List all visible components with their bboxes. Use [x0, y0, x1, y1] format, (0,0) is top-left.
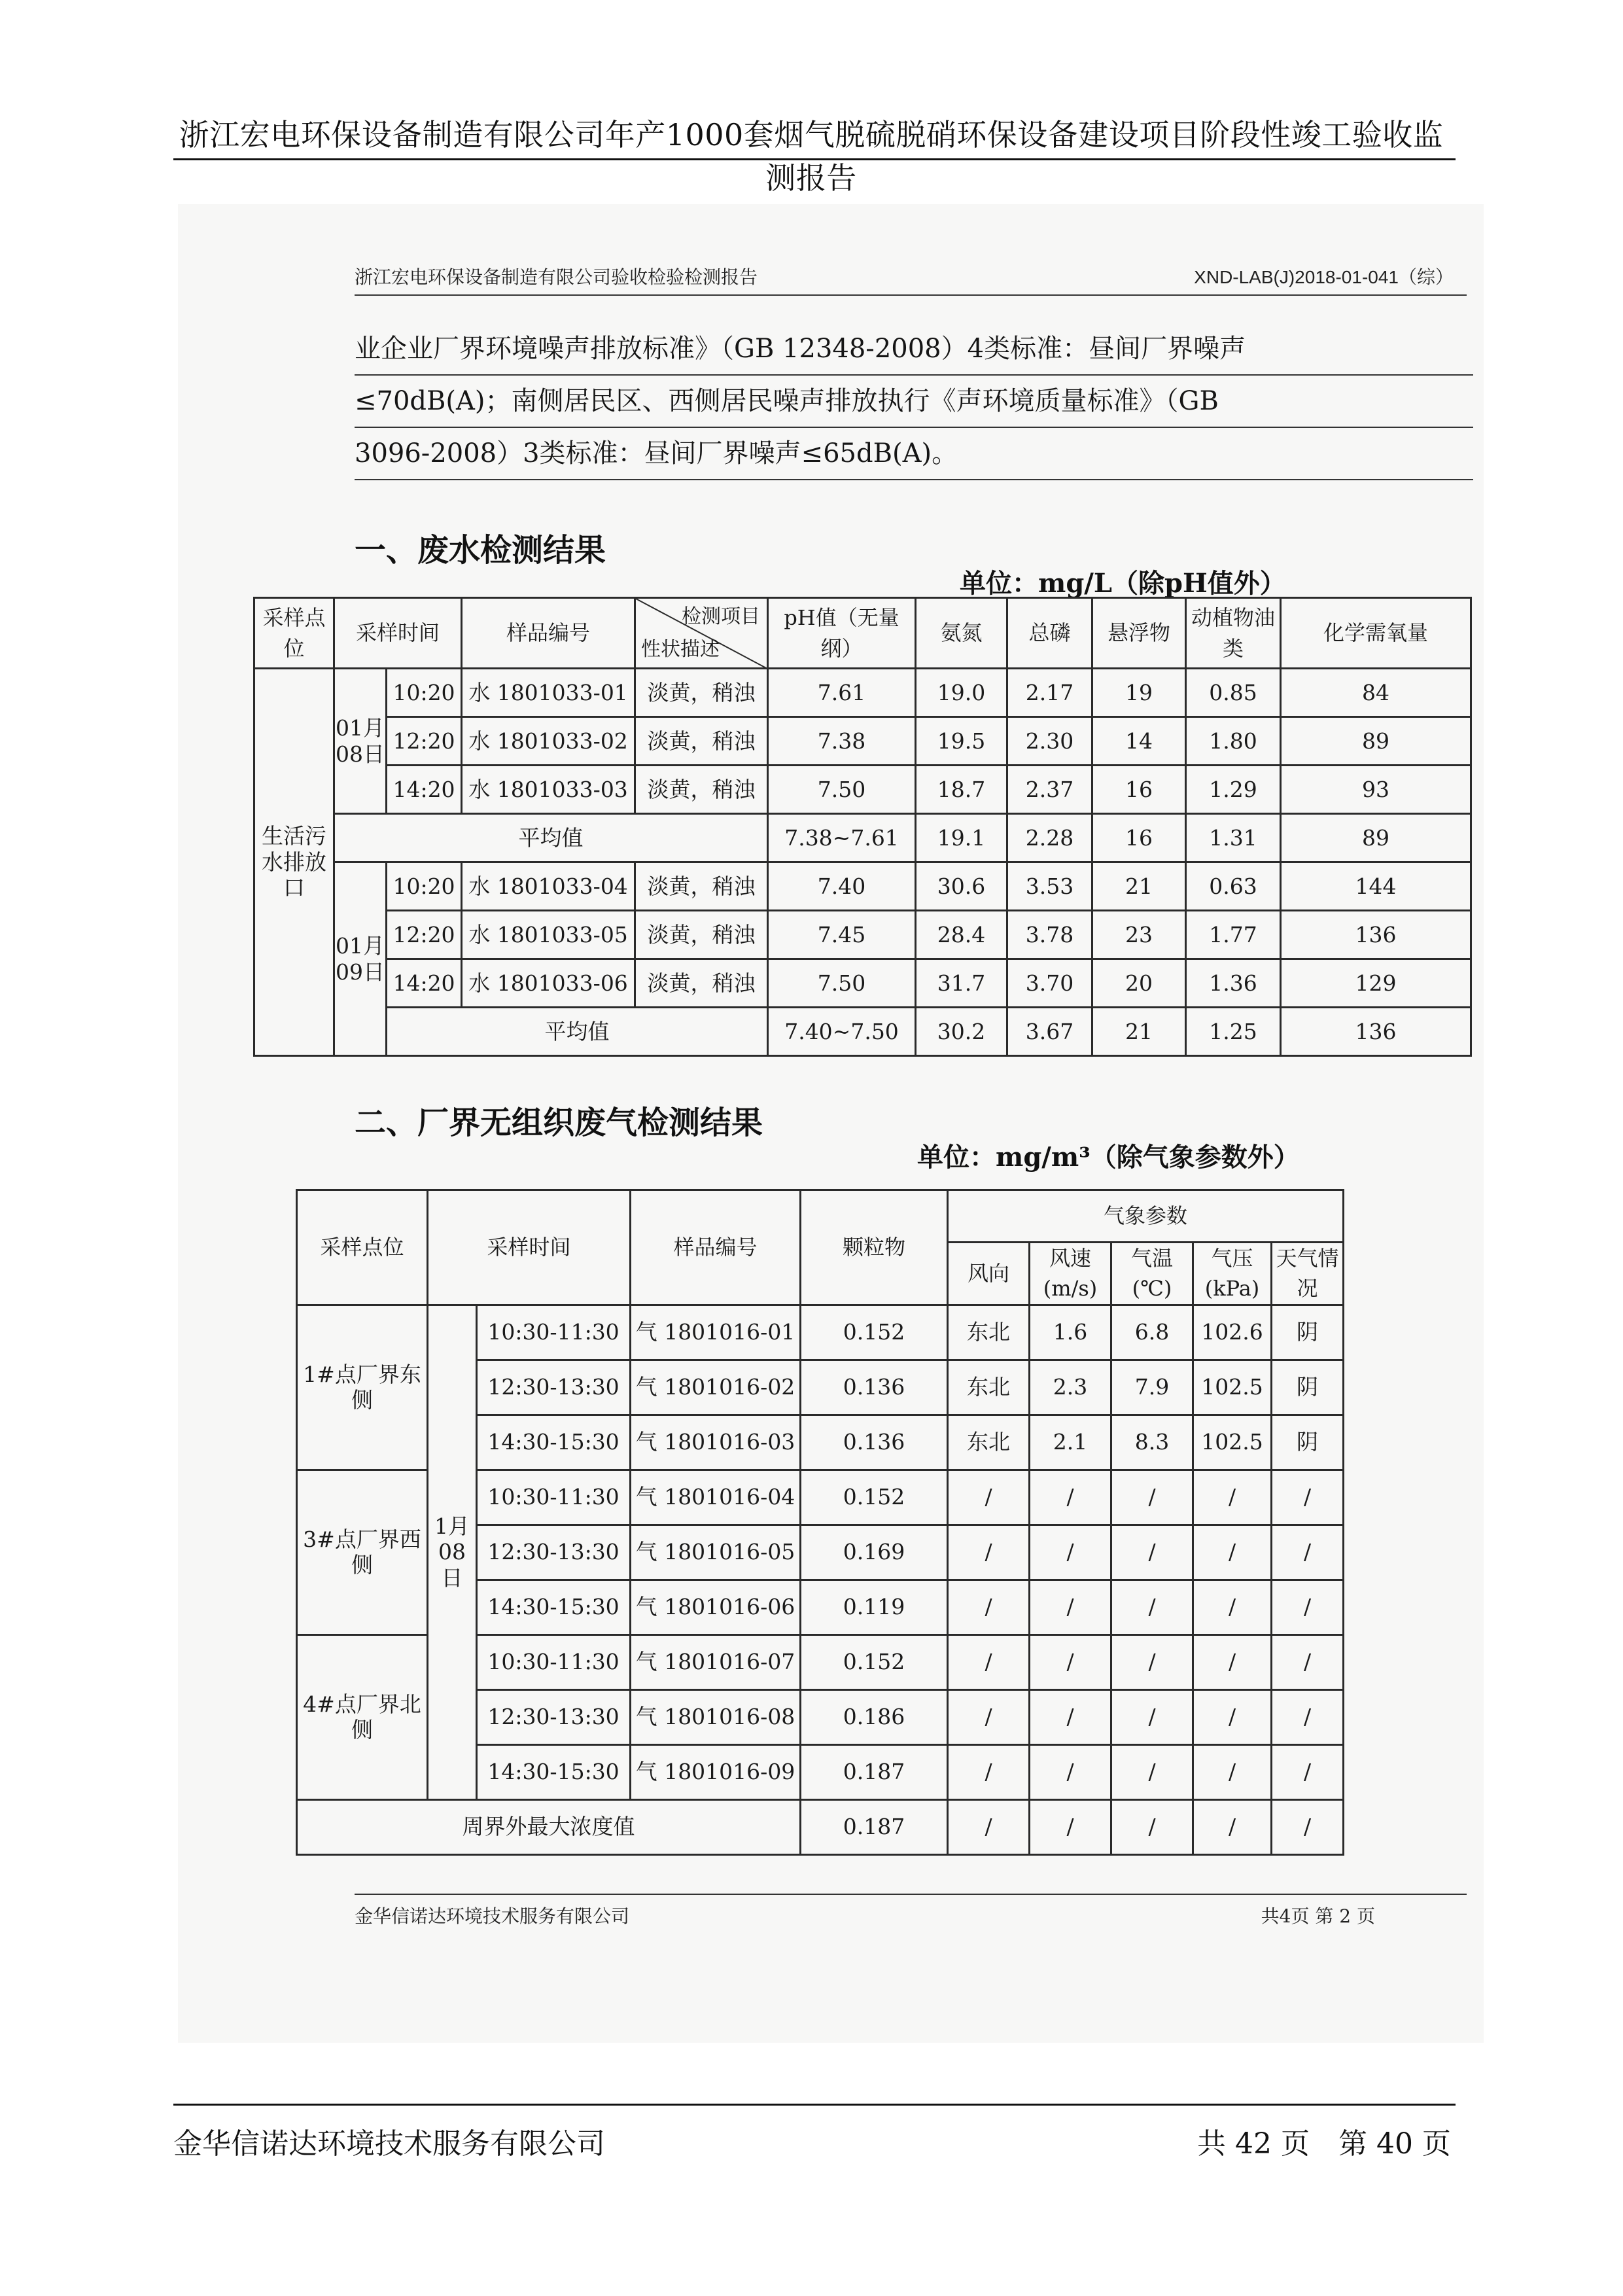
header-meteo: 气象参数: [948, 1190, 1344, 1243]
ammonia-cell: 18.7: [916, 766, 1007, 814]
header-test-item: 检测项目: [682, 605, 761, 628]
scanned-report-page: [178, 204, 1484, 2043]
time-cell: 10:30-11:30: [477, 1305, 631, 1360]
header-weather: 天气情况: [1272, 1243, 1344, 1305]
tp-cell: 3.53: [1007, 862, 1092, 911]
pm-cell: 0.187: [801, 1799, 948, 1854]
wind-dir-cell: /: [948, 1525, 1030, 1580]
time-cell: 10:20: [387, 862, 462, 911]
wind-speed-cell: /: [1030, 1634, 1111, 1689]
weather-cell: 阴: [1272, 1415, 1344, 1470]
header-oil: 动植物油类: [1186, 598, 1281, 669]
ss-cell: 21: [1092, 1008, 1186, 1056]
temp-cell: 6.8: [1111, 1305, 1193, 1360]
airgas-header-row: [297, 1190, 1344, 1243]
header-sample-no: 样品编号: [462, 598, 635, 669]
time-cell: 14:20: [387, 766, 462, 814]
header-tp: 总磷: [1007, 598, 1092, 669]
ph-cell: 7.40: [768, 862, 916, 911]
wastewater-title: 一、废水检测结果: [355, 532, 606, 569]
pressure-cell: 102.5: [1193, 1360, 1272, 1415]
time-cell: 14:20: [387, 959, 462, 1008]
time-cell: 12:30-13:30: [477, 1689, 631, 1744]
header-pm: 颗粒物: [801, 1190, 948, 1305]
date-cell: 01月08日: [334, 669, 387, 814]
intro-line: ≤70dB(A)；南侧居民区、西侧居民噪声排放执行《声环境质量标准》（GB: [355, 376, 1473, 428]
airgas-title: 二、厂界无组织废气检测结果: [355, 1104, 763, 1141]
time-cell: 12:20: [387, 911, 462, 959]
site-cell: 1#点厂界东侧: [297, 1305, 428, 1470]
airgas-table: [296, 1189, 1344, 1856]
scan-footer: [355, 1902, 1467, 1928]
ammonia-cell: 30.6: [916, 862, 1007, 911]
ss-cell: 16: [1092, 814, 1186, 862]
sample-cell: 水 1801033-03: [462, 766, 635, 814]
time-cell: 12:30-13:30: [477, 1525, 631, 1580]
desc-cell: 淡黄，稍浊: [635, 766, 768, 814]
oil-cell: 0.63: [1186, 862, 1281, 911]
ammonia-cell: 30.2: [916, 1008, 1007, 1056]
oil-cell: 1.31: [1186, 814, 1281, 862]
date-cell: 01月09日: [334, 862, 387, 1056]
temp-cell: /: [1111, 1744, 1193, 1799]
date-cell: 1月08日: [428, 1305, 477, 1799]
ss-cell: 20: [1092, 959, 1186, 1008]
pm-cell: 0.152: [801, 1305, 948, 1360]
weather-cell: 阴: [1272, 1360, 1344, 1415]
oil-cell: 1.80: [1186, 717, 1281, 766]
scan-header-report-no: XND-LAB(J)2018-01-041（综）: [1194, 267, 1454, 287]
tp-cell: 2.37: [1007, 766, 1092, 814]
pressure-cell: /: [1193, 1799, 1272, 1854]
header-cod: 化学需氧量: [1281, 598, 1471, 669]
sample-cell: 水 1801033-04: [462, 862, 635, 911]
header-rule: [173, 158, 1456, 160]
desc-cell: 淡黄，稍浊: [635, 669, 768, 717]
sample-cell: 水 1801033-01: [462, 669, 635, 717]
header-wind-speed: 风速(m/s): [1030, 1243, 1111, 1305]
wind-speed-cell: 2.1: [1030, 1415, 1111, 1470]
cod-cell: 144: [1281, 862, 1471, 911]
pressure-cell: /: [1193, 1634, 1272, 1689]
desc-cell: 淡黄，稍浊: [635, 717, 768, 766]
sample-cell: 气 1801016-04: [631, 1470, 801, 1525]
wind-dir-cell: /: [948, 1799, 1030, 1854]
tp-cell: 3.70: [1007, 959, 1092, 1008]
wind-speed-cell: /: [1030, 1470, 1111, 1525]
ph-cell: 7.50: [768, 766, 916, 814]
ph-cell: 7.61: [768, 669, 916, 717]
header-ss: 悬浮物: [1092, 598, 1186, 669]
header-time: 采样时间: [334, 598, 462, 669]
airgas-unit: 单位：mg/m³（除气象参数外）: [917, 1142, 1300, 1173]
temp-cell: /: [1111, 1525, 1193, 1580]
weather-cell: 阴: [1272, 1305, 1344, 1360]
time-cell: 14:30-15:30: [477, 1415, 631, 1470]
pm-cell: 0.152: [801, 1634, 948, 1689]
pm-cell: 0.136: [801, 1415, 948, 1470]
avg-label: 平均值: [387, 1008, 768, 1056]
wind-speed-cell: 1.6: [1030, 1305, 1111, 1360]
ss-cell: 23: [1092, 911, 1186, 959]
pressure-cell: /: [1193, 1689, 1272, 1744]
wind-dir-cell: 东北: [948, 1415, 1030, 1470]
intro-line: 3096-2008）3类标准：昼间厂界噪声≤65dB(A)。: [355, 428, 1473, 480]
tp-cell: 2.17: [1007, 669, 1092, 717]
wind-dir-cell: /: [948, 1689, 1030, 1744]
desc-cell: 淡黄，稍浊: [635, 862, 768, 911]
cod-cell: 129: [1281, 959, 1471, 1008]
wastewater-table: [253, 597, 1472, 1057]
wind-dir-cell: /: [948, 1470, 1030, 1525]
max-label: 周界外最大浓度值: [297, 1799, 801, 1854]
scan-header-rule: [355, 294, 1467, 296]
table-row: [297, 1305, 1344, 1360]
intro-paragraph: [355, 323, 1473, 480]
time-cell: 14:30-15:30: [477, 1744, 631, 1799]
temp-cell: 7.9: [1111, 1360, 1193, 1415]
table-row: [254, 669, 1471, 717]
cod-cell: 136: [1281, 1008, 1471, 1056]
scan-footer-rule: [355, 1894, 1467, 1895]
wind-speed-cell: /: [1030, 1744, 1111, 1799]
wind-speed-cell: /: [1030, 1580, 1111, 1634]
sample-cell: 气 1801016-07: [631, 1634, 801, 1689]
wind-dir-cell: 东北: [948, 1360, 1030, 1415]
table-row: [254, 959, 1471, 1008]
ammonia-cell: 19.0: [916, 669, 1007, 717]
sample-cell: 气 1801016-06: [631, 1580, 801, 1634]
weather-cell: /: [1272, 1580, 1344, 1634]
ss-cell: 16: [1092, 766, 1186, 814]
time-cell: 10:20: [387, 669, 462, 717]
weather-cell: /: [1272, 1634, 1344, 1689]
wind-speed-cell: /: [1030, 1525, 1111, 1580]
time-cell: 12:30-13:30: [477, 1360, 631, 1415]
table-row: [254, 717, 1471, 766]
header-ammonia: 氨氮: [916, 598, 1007, 669]
wind-dir-cell: /: [948, 1580, 1030, 1634]
wind-speed-cell: /: [1030, 1799, 1111, 1854]
pressure-cell: /: [1193, 1525, 1272, 1580]
header-time: 采样时间: [428, 1190, 631, 1305]
weather-cell: /: [1272, 1799, 1344, 1854]
temp-cell: /: [1111, 1470, 1193, 1525]
scan-footer-pages: 共4页 第 2 页: [1261, 1905, 1375, 1927]
wind-dir-cell: /: [948, 1634, 1030, 1689]
ss-cell: 21: [1092, 862, 1186, 911]
pm-cell: 0.186: [801, 1689, 948, 1744]
avg-label: 平均值: [334, 814, 768, 862]
header-diagonal: [635, 598, 768, 669]
footer-company: 金华信诺达环境技术服务有限公司: [173, 2127, 605, 2161]
page-header: 浙江宏电环保设备制造有限公司年产1000套烟气脱硫脱硝环保设备建设项目阶段性竣工验收监测报告: [179, 117, 1444, 196]
sample-cell: 气 1801016-03: [631, 1415, 801, 1470]
pm-cell: 0.152: [801, 1470, 948, 1525]
site-cell: 4#点厂界北侧: [297, 1634, 428, 1799]
sample-cell: 水 1801033-05: [462, 911, 635, 959]
average-row: [254, 814, 1471, 862]
weather-cell: /: [1272, 1744, 1344, 1799]
tp-cell: 2.28: [1007, 814, 1092, 862]
tp-cell: 2.30: [1007, 717, 1092, 766]
ammonia-cell: 31.7: [916, 959, 1007, 1008]
site-cell: 生活污水排放口: [254, 669, 334, 1056]
ammonia-cell: 28.4: [916, 911, 1007, 959]
oil-cell: 1.29: [1186, 766, 1281, 814]
sample-cell: 气 1801016-02: [631, 1360, 801, 1415]
sample-cell: 气 1801016-09: [631, 1744, 801, 1799]
temp-cell: /: [1111, 1689, 1193, 1744]
desc-cell: 淡黄，稍浊: [635, 959, 768, 1008]
temp-cell: /: [1111, 1580, 1193, 1634]
temp-cell: 8.3: [1111, 1415, 1193, 1470]
header-site: 采样点位: [254, 598, 334, 669]
pressure-cell: 102.5: [1193, 1415, 1272, 1470]
time-cell: 14:30-15:30: [477, 1580, 631, 1634]
cod-cell: 93: [1281, 766, 1471, 814]
scan-header-title: 浙江宏电环保设备制造有限公司验收检验检测报告: [355, 266, 758, 288]
cod-cell: 84: [1281, 669, 1471, 717]
pressure-cell: 102.6: [1193, 1305, 1272, 1360]
ammonia-cell: 19.1: [916, 814, 1007, 862]
header-site: 采样点位: [297, 1190, 428, 1305]
table-row: [254, 766, 1471, 814]
temp-cell: /: [1111, 1799, 1193, 1854]
weather-cell: /: [1272, 1525, 1344, 1580]
ss-cell: 19: [1092, 669, 1186, 717]
wind-speed-cell: 2.3: [1030, 1360, 1111, 1415]
time-cell: 10:30-11:30: [477, 1470, 631, 1525]
sample-cell: 水 1801033-06: [462, 959, 635, 1008]
header-temp: 气温(℃): [1111, 1243, 1193, 1305]
oil-cell: 1.77: [1186, 911, 1281, 959]
wastewater-header-row: [254, 598, 1471, 669]
cod-cell: 89: [1281, 717, 1471, 766]
header-pressure: 气压(kPa): [1193, 1243, 1272, 1305]
ammonia-cell: 19.5: [916, 717, 1007, 766]
wind-speed-cell: /: [1030, 1689, 1111, 1744]
pm-cell: 0.169: [801, 1525, 948, 1580]
oil-cell: 1.36: [1186, 959, 1281, 1008]
header-wind-dir: 风向: [948, 1243, 1030, 1305]
oil-cell: 1.25: [1186, 1008, 1281, 1056]
weather-cell: /: [1272, 1470, 1344, 1525]
pm-cell: 0.136: [801, 1360, 948, 1415]
tp-cell: 3.67: [1007, 1008, 1092, 1056]
max-row: [297, 1799, 1344, 1854]
ph-cell: 7.38~7.61: [768, 814, 916, 862]
tp-cell: 3.78: [1007, 911, 1092, 959]
cod-cell: 89: [1281, 814, 1471, 862]
footer-page-number: 共 42 页 第 40 页: [1197, 2127, 1451, 2161]
weather-cell: /: [1272, 1689, 1344, 1744]
average-row: [254, 1008, 1471, 1056]
ss-cell: 14: [1092, 717, 1186, 766]
scan-footer-company: 金华信诺达环境技术服务有限公司: [355, 1905, 630, 1927]
intro-line: 业企业厂界环境噪声排放标准》（GB 12348-2008）4类标准：昼间厂界噪声: [355, 323, 1473, 376]
sample-cell: 气 1801016-01: [631, 1305, 801, 1360]
ph-cell: 7.45: [768, 911, 916, 959]
sample-cell: 水 1801033-02: [462, 717, 635, 766]
ph-cell: 7.40~7.50: [768, 1008, 916, 1056]
table-row: [254, 862, 1471, 911]
wastewater-unit: 单位：mg/L（除pH值外）: [960, 568, 1286, 599]
site-cell: 3#点厂界西侧: [297, 1470, 428, 1634]
table-row: [254, 911, 1471, 959]
sample-cell: 气 1801016-08: [631, 1689, 801, 1744]
time-cell: 12:20: [387, 717, 462, 766]
ph-cell: 7.38: [768, 717, 916, 766]
oil-cell: 0.85: [1186, 669, 1281, 717]
temp-cell: /: [1111, 1634, 1193, 1689]
footer-rule: [173, 2104, 1456, 2106]
pm-cell: 0.119: [801, 1580, 948, 1634]
ph-cell: 7.50: [768, 959, 916, 1008]
time-cell: 10:30-11:30: [477, 1634, 631, 1689]
wind-dir-cell: /: [948, 1744, 1030, 1799]
pressure-cell: /: [1193, 1744, 1272, 1799]
desc-cell: 淡黄，稍浊: [635, 911, 768, 959]
wind-dir-cell: 东北: [948, 1305, 1030, 1360]
header-sample-no: 样品编号: [631, 1190, 801, 1305]
pressure-cell: /: [1193, 1470, 1272, 1525]
sample-cell: 气 1801016-05: [631, 1525, 801, 1580]
header-ph: pH值（无量纲）: [768, 598, 916, 669]
pm-cell: 0.187: [801, 1744, 948, 1799]
cod-cell: 136: [1281, 911, 1471, 959]
pressure-cell: /: [1193, 1580, 1272, 1634]
header-appearance: 性状描述: [641, 637, 720, 661]
